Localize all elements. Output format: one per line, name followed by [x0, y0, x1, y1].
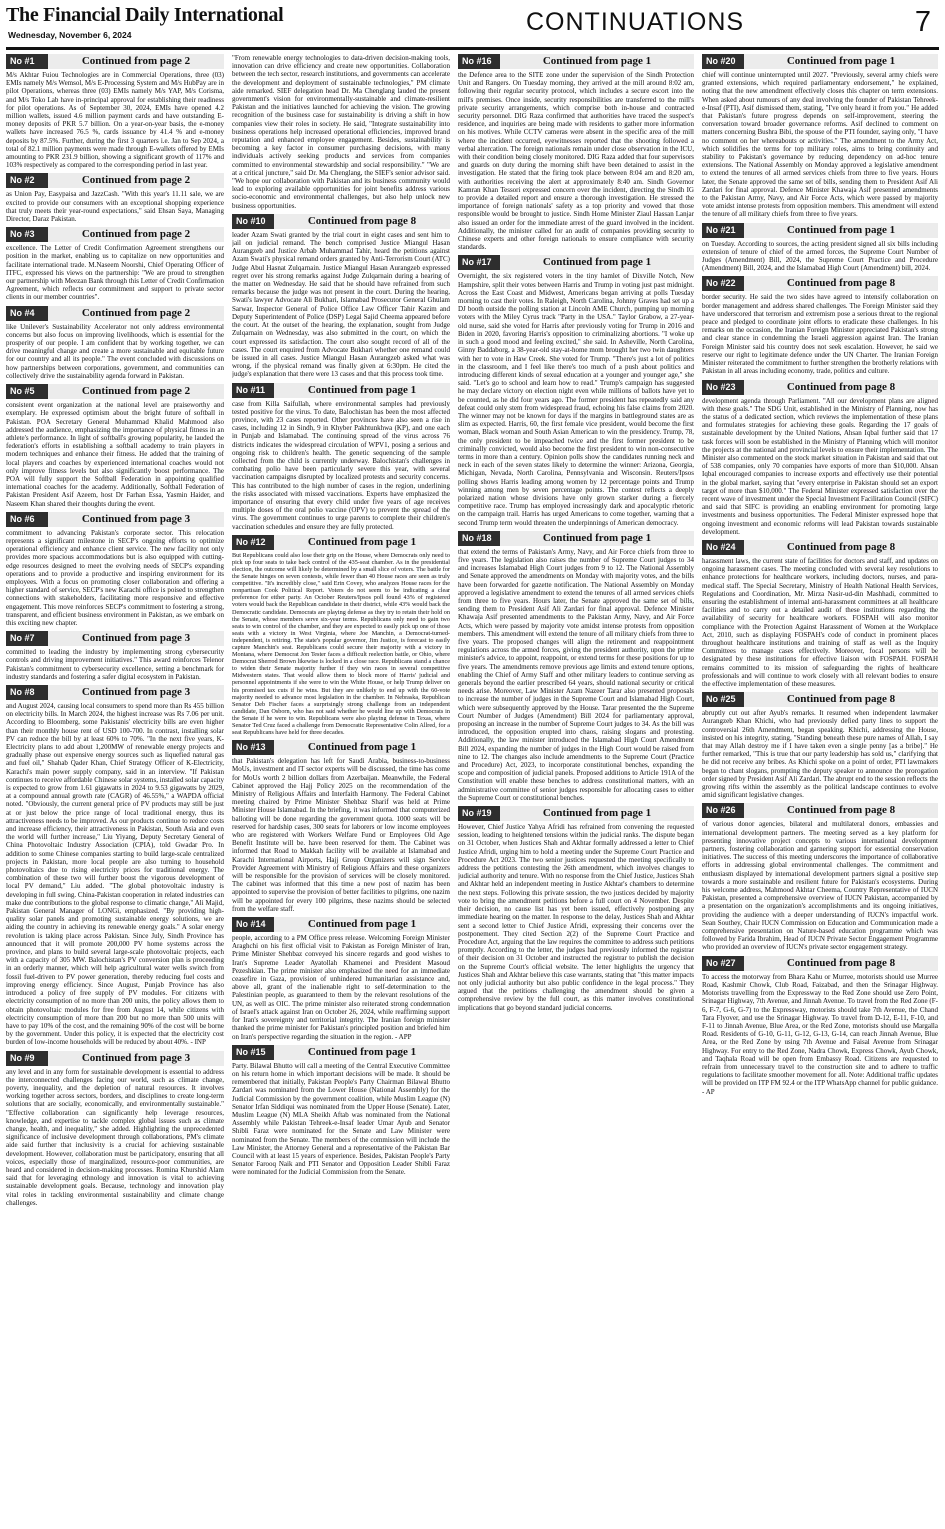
story-body: as Union Pay, Easypaisa and JazzCash. "With this year's 11.11 sale, we are excited to provide our consumers with an exceptional shopping experience that truly meets their year-round expectations," said Ehsan Saya, Managing Director, Daraz Pakistan. — [6, 190, 224, 224]
story-body: To access the motorway from Bhara Kahu or Murree, motorists should use Murree Road, Kashmir Chowk, Club Road, Faizabad, and then the Srinagar Highway. Motorists travelling from the Expressway to the Red Zone should use Zero Point, Srinagar Highway, 7th Avenue, and Jinnah Avenue. To travel from the Red Zone (F-6, F-7, G-6, G-7) to the Expressway, motorists should take 7th Avenue, the Chand Tara Flyover, and use the Srinagar Highway. To travel from D-12, E-11, F-10, and F-11 to Jinnah Avenue, Blue Area, or the Red Zone, motorists should use Margalla Road. Residents of G-10, G-11, G-12, G-13, G-14, can reach Jinnah Avenue, Blue Area, or the Red Zone by using 7th Avenue and Faisal Avenue from Srinagar Highway. For entry to the Red Zone, Nadra Chowk, Express Chowk, Ayub Chowk, and Taqhala Road will be open from Embassy Road. Citizens are requested to refrain from unnecessary travel to the construction site and to adhere to traffic regulations to facilitate smoother movement for all. Note: Additional traffic updates will be provided on ITP FM 92.4 or the ITP WhatsApp channel for public guidance. - AP — [702, 972, 938, 1096]
masthead — [6, 4, 939, 44]
continuation-story — [6, 685, 224, 1047]
story-header — [702, 540, 938, 555]
continuation-story — [6, 1051, 224, 1207]
continuation-story — [702, 803, 938, 951]
story-body: case from Killa Saifullah, where environmental samples had previously tested positive for the virus. To date, Balochistan has been the most affected province, with 23 cases reported. Other provinces have also seen a rise in cases, including 12 in Sindh, 9 in Khyber Pakhtunkhwa (KP), and one each in Punjab and Islamabad. The continuing spread of the virus across 76 districts indicates the widespread circulation of WPV1, posing a serious and ongoing risk to children's health. The genetic sequencing of the sample collected from the child is currently underway. Balochistan's challenges in combating polio have been particularly severe this year, with several vaccination campaigns disrupted by localized protests and security concerns. This has contributed to the high number of cases in the region, underlining the risks associated with missed vaccinations. Experts have emphasized the importance of ensuring that every child under five years of age receives multiple doses of the oral polio vaccine (OPV) to prevent the spread of the virus. The government continues to urge parents to complete their children's vaccination schedules and ensure they are fully protected. — [232, 399, 450, 531]
continued-from-label: Continued from page 8 — [744, 380, 938, 395]
continued-from-label: Continued from page 8 — [744, 540, 938, 555]
story-header — [6, 227, 224, 242]
continued-from-label: Continued from page 2 — [48, 306, 224, 321]
story-header — [702, 956, 938, 971]
continued-from-label: Continued from page 1 — [744, 223, 938, 238]
story-body: excellence. The Letter of Credit Confirmation Agreement strengthens our position in the market, enabling us to capitalize on new opportunities and facilitate international trade. M.Naseem Noorshi, Chief Operating Officer of ITFC, expressed his views on the partnership: "We are proud to strengthen our partnership with Meezan Bank through this Letter of Credit Confirmation Agreement, which reflects our commitment and support to private sector clients in our member countries". — [6, 244, 224, 302]
story-header — [6, 54, 224, 69]
story-header — [702, 223, 938, 238]
story-header — [458, 54, 694, 69]
story-header — [232, 917, 450, 932]
continued-from-label: Continued from page 8 — [274, 214, 450, 229]
story-number-tag: No #6 — [6, 512, 48, 527]
story-body: harassment laws, the current state of facilities for doctors and staff, and updates on ongoing harassment cases. The meeting concluded with several key resolutions to enhance protections for healthcare workers, including doctors, nurses, and para-medical staff. The Special Secretary, Ministry of Health National Health Services, Regulations and Coordination, Mr. Mirza Nasir-ud-din Mashhadi, committed to ensuring the establishment of internal anti-harassment committees at all healthcare facilities and to carry out a detailed audit of these institutions regarding the availability of security for healthcare workers. FOSPAH will also monitor compliance with the Protection Against Harassment of Women at the Workplace Act, 2010, such as displaying FOSPAH's code of conduct in prominent places throughout healthcare institutions and training of staff as well as the Inquiry Committees to manage cases effectively. Moreover, focal persons will be designated by these institutions for effective liaison with FOSPAH. FOSPAH remains committed to its mission of safeguarding the rights of healthcare professionals and will continue to work closely with all relevant bodies to ensure the effective implementation of these measures. — [702, 556, 938, 688]
story-number-tag: No #22 — [702, 276, 744, 291]
story-body: the Defence area to the SITE zone under the supervision of the Sindh Protection Unit and Rangers. On Tuesday morning, they arrived at the mill around 8:02 am, following their regular security protocol, which includes a secure escort into the mill's premises. Once inside, security responsibilities are transferred to the mill's private security arrangements, which comprise both in-house and contracted security personnel. DIG Raza confirmed that authorities have traced the suspect's residence, and inquiries are being made with residents to gather more information on his motives. While CCTV cameras were absent in the specific area of the mill where the incident occurred, eyewitnesses reported that the shooting followed a verbal altercation. The foreign nationals remain under close observation in the ICU, with their condition being closely monitored. DIG Raza added that four supervisors and guards on duty during the morning shift have been detained to assist in the investigation. He stated that the firing took place between 8:04 am and 8:20 am, with authorities receiving the alert at approximately 8:40 am. Sindh Governor Kamran Khan Tessori expressed concern over the incident, directing the Sindh IG to provide a detailed report and ensure a thorough investigation. He stressed the importance of foreign nationals' safety as a top priority and vowed that those responsible would be brought to justice. Sindh Home Minister Ziaul Hassan Lanjar also issued an order for the immediate arrest of the guard involved in the incident. Additionally, the minister called for an audit of companies providing security to Chinese experts and other foreign nationals to ensure compliance with security standards. — [458, 71, 694, 252]
story-number-tag: No #16 — [458, 54, 500, 69]
continuation-story — [458, 806, 694, 1012]
news-columns — [6, 54, 939, 1522]
story-header — [232, 535, 450, 550]
story-number-tag: No #11 — [232, 383, 274, 398]
story-number-tag: No #8 — [6, 685, 48, 700]
story-body: people, according to a PM Office press release. Welcoming Foreign Minister Araghchi on his first official visit to Pakistan as Foreign Minister of Iran, Prime Minister Shehbaz conveyed his sincere regards and good wishes to Iran's Supreme Leader Ayatollah Khamenei and President Masoud Pezeshkian. The prime minister also emphasized the need for an immediate ceasefire in Gaza, provision of unhindered humanitarian assistance and, above all, grant of the inalienable right to self-determination to the Palestinian people, as guaranteed to them by the relevant resolutions of the UN, as well as OIC. The prime minister also reiterated strong condemnation of Israel's attack against Iran on October 26, 2024, while reaffirming support for Iran's sovereignty and territorial integrity. The Iranian foreign minister thanked the prime minister for Pakistan's principled position and briefed him on Iran's perspective regarding the situation in the region. - APP — [232, 934, 450, 1041]
story-header — [6, 685, 224, 700]
continuation-story — [6, 384, 224, 508]
story-number-tag: No #19 — [458, 806, 500, 821]
continuation-story — [232, 383, 450, 531]
continuation-story — [232, 1045, 450, 1177]
continuation-story — [6, 512, 224, 627]
continued-from-label: Continued from page 1 — [274, 917, 450, 932]
page-number: 7 — [914, 6, 931, 38]
continuation-story — [6, 306, 224, 380]
continuation-story — [458, 255, 694, 526]
continued-from-label: Continued from page 8 — [744, 803, 938, 818]
continued-from-label: Continued from page 2 — [48, 54, 224, 69]
story-number-tag: No #10 — [232, 214, 274, 229]
story-number-tag: No #4 — [6, 306, 48, 321]
column-2 — [232, 54, 450, 1522]
story-header — [232, 383, 450, 398]
story-body: However, Chief Justice Yahya Afridi has refrained from convening the requested session, leading to heightened tensions within the judicial ranks. The dispute began on 31 October, when Justices Shah and Akhtar formally addressed a letter to Chief Justice Afridi, urging him to hold a meeting under the Supreme Court Practice and Procedure Act 2023. The two senior justices requested the meeting specifically to address the petitions contesting the 26th amendment, which involves changes to judicial authority and tenure. With no response from the Chief Justice, Justices Shah and Akhtar held an independent meeting in Justice Akhtar's chambers to determine the next steps. Following this private session, the two justices decided by majority vote to bring the amendment petitions before a full court on 4 November. Despite their decision, no cause list has yet been issued, effectively postponing any immediate hearing on the matter. In response to the delay, Justices Shah and Akhtar sent a second letter to Chief Justice Afridi, expressing their concerns over the postponement. They cited Section 2(2) of the Supreme Court Practice and Procedure Act, arguing that the law requires the committee to address such petitions promptly. According to the letter, the judges had previously informed the registrar of their decision on 31 October and instructed the registrar to publish the decision on the Supreme Court's official website. The letter highlights the urgency that Justices Shah and Akhtar believe this case warrants, stating that "this matter impacts not only judicial authority but also public confidence in the legal process." They argued that the petitions challenging the amendment should be given a comprehensive review by the full court, as this matter involves constitutional implications that go beyond standard judicial concerns. — [458, 823, 694, 1012]
continuation-story — [702, 692, 938, 799]
story-body: like Unilever's Sustainability Accelerator not only address environmental concerns but also focus on improving livelihoods, which is essential for the prosperity of our people. I am confident that by working together, we can drive meaningful change and create a more sustainable and equitable future for our country and all its people." The event concluded with discussions on how partnerships between corporations, government, and communities can collectively drive the sustainability agenda forward in Pakistan. — [6, 322, 224, 380]
continuation-story — [458, 54, 694, 251]
story-header — [702, 803, 938, 818]
continuation-story — [6, 227, 224, 301]
story-body: "From renewable energy technologies to data-driven decision-making tools, innovation can drive efficiency and create new opportunities. Collaboration between the tech sector, research institutions, and governments can accelerate the development and deployment of sustainable technologies," PM climate aide remarked. SIEF delegation head Dr. Ma Chenglang lauded the present government's vision for environmentally-sustainable and climate-resilient Pakistan and the initiatives launched for achieving the vision. The growing recognition of the business case for sustainability is driving a shift in how companies view their roles in society. He said, "Integrate sustainability into business operations help increased operational efficiencies, improved brand reputation and enhanced employee engagement. Besides, sustainability is becoming a key factor in consumer purchasing decisions, with many individuals actively seeking products and services from companies committed to environmental stewardship and social responsibility." "We are at a critical juncture," said Dr. Ma Chenglang, the SIEF's senior advisor said. "We hope our collaboration with Pakistan and its business community would lead to exploring available opportunities for joint benefits address various socio-economic and environmental challenges, but also help unlock new business opportunities. — [232, 54, 450, 210]
continued-from-label: Continued from page 2 — [48, 384, 224, 399]
column-3 — [458, 54, 694, 1522]
continuation-story — [232, 740, 450, 913]
newspaper-title: The Financial Daily International — [6, 4, 284, 26]
continued-from-label: Continued from page 1 — [274, 740, 450, 755]
continuation-story — [458, 531, 694, 802]
continued-from-label: Continued from page 1 — [274, 535, 450, 550]
story-header — [6, 512, 224, 527]
continued-from-label: Continued from page 3 — [48, 512, 224, 527]
story-header — [458, 255, 694, 270]
story-header — [232, 214, 450, 229]
story-header — [702, 692, 938, 707]
story-body: Party. Bilawal Bhutto will call a meeting of the Central Executive Committee on his return home in which important decisions will be made. It should be remembered that initially, Pakistan People's Party Chairman Bilawal Bhutto Zardari was nominated from the Lower House (National Assembly) for the Judicial Commission by the government coalition, while Muslim League (N) Senator Irfan Siddiqui was nominated from the Upper House (Senate). Later, Muslim League (N) MLA Sheikh Aftab was nominated from the National Assembly while Pakistan Tehreek-e-Insaf leader Umar Ayub and Senator Shibli Faraz were nominated for the Senate and Law Minister were nominated from the Senate. The members of the commission will include the Law Minister, the Attorney General and a representative of the Pakistan Bar Council with at least 15 years of experience. Besides, Pakistan People's Party Senator Farooq Naik and PTI Senator and Opposition Leader Shibli Faraz were nominated for the Judicial Commission from the Senate. — [232, 1061, 450, 1177]
story-body: commitment to advancing Pakistan's corporate sector. This relocation represents a significant milestone in SECP's ongoing efforts to optimize operational efficiency and enhance client service. The new facility not only provides more spacious accommodations but is also equipped with cutting-edge resources designed to meet the evolving needs of SECP's expanding operations and to provide a productive and inspiring environment for its employees. With a focus on promoting closer collaboration and offering a higher standard of service, SECP's new Karachi office is poised to strengthen connections with stakeholders, facilitating more responsive and effective engagement. This move reinforces SECP's commitment to fostering a strong, transparent, and efficient business environment in Pakistan, as we embark on this exciting new chapter. — [6, 528, 224, 627]
story-number-tag: No #21 — [702, 223, 744, 238]
story-header — [458, 531, 694, 546]
story-number-tag: No #18 — [458, 531, 500, 546]
story-header — [702, 54, 938, 69]
continued-from-label: Continued from page 1 — [744, 54, 938, 69]
story-header — [232, 1045, 450, 1060]
story-number-tag: No #3 — [6, 227, 48, 242]
continued-from-label: Continued from page 8 — [744, 956, 938, 971]
story-body: leader Azam Swati granted by the trial court in eight cases and sent him to jail on judicial remand. The bench comprised Justice Miangul Hasan Aurangzeb and Justice Arbab Muhammad Tahir, heard the petitions against Azam Swati's physical remand orders granted by Anti-Terrorism Court (ATC) Judge Abul Hasnat Zulqarnain. Justice Miangul Hasan Aurangzeb expressed regret over his strong remarks against Judge Zulqarnain during a hearing of the matter on Wednesday. He said that he should have refrained from such remarks because the judge was not present in the court. During the hearing, Swati's lawyer Advocate Ali Bukhari, Islamabad Prosecutor General Ghulam Sarwar, Inspector General of Police Office Law Officer Tahir Kazim and Deputy Superintendent of Police (DSP) Legal Sajid Cheema appeared before the court. At the outset of the hearing, the explanation, sought from Judge Zulqarnain on Wednesday, was also submitted in the court, on which the court expressed its satisfaction. The court also sought record of all of the cases. The court enquired from Advocate Bukhari whether one remand could be issued in all cases. Justice Miangul Hasan Aurangzeb asked what was wrong, if the physical remand was finally given at 6:30pm. He cited the judge's explanation that there were 13 cases and that this process took time. — [232, 230, 450, 379]
continued-from-label: Continued from page 1 — [274, 1045, 450, 1060]
column-4 — [702, 54, 938, 1522]
story-header — [458, 806, 694, 821]
story-header — [232, 740, 450, 755]
continuation-story — [6, 631, 224, 681]
story-header — [6, 631, 224, 646]
story-number-tag: No #12 — [232, 535, 274, 550]
continuation-story — [702, 276, 938, 375]
continued-from-label: Continued from page 3 — [48, 1051, 224, 1066]
story-header — [702, 276, 938, 291]
continuation-story — [702, 223, 938, 273]
story-number-tag: No #27 — [702, 956, 744, 971]
story-number-tag: No #25 — [702, 692, 744, 707]
story-body: abruptly cut out after Ayub's remarks. It resumed when independent lawmaker Aurangzeb Khan Khichi, who had previously defied party lines to support the controversial 26th Amendment, began speaking. Khichi, addressing the House, insisted on his integrity, stating, "Standing beneath these pure names of Allah, I say that may Allah destroy me if I have taken even a single penny [as a bribe]." He further remarked, "This is true that our party leadership has sold us," clarifying that he did not receive any bribes. As Khichi spoke on a point of order, PTI lawmakers began to chant slogans, prompting the deputy speaker to announce the prorogation order signed by President Asif Ali Zardari. The abrupt end to the session reflects the growing rifts within the assembly as the political landscape continues to evolve amid significant legislative changes. — [702, 709, 938, 800]
continued-from-label: Continued from page 1 — [500, 54, 694, 69]
story-number-tag: No #9 — [6, 1051, 48, 1066]
story-body: of various donor agencies, bilateral and multilateral donors, embassies and international development partners. The meeting served as a key platform for presenting innovative project concepts to various international development partners, fostering collaboration and garnering support for essential conservation initiatives. The success of this meeting underscores the importance of collaborative efforts in addressing global environmental challenges. The commitment and enthusiasm displayed by international development partners signal a positive step towards a more sustainable and resilient future for Pakistan's ecosystems. During his welcome address, Mahmood Akhtar Cheema, Country Representative of IUCN Pakistan, presented a comprehensive overview of IUCN Pakistan, accompanied by a presentation on the organization's accomplishments and its ongoing initiatives, providing the audience with a deeper understanding of IUCN's impactful work. Sean Southey, Chair IUCN Commission on Education and Communication made a comprehensive presentation on Nature-based education programme which was followed by Farida Ibrahim, Head of IUCN Private Sector Engagement Programme who provided an overview of IUCN's private sector engagement strategy. — [702, 820, 938, 952]
continuation-story — [232, 214, 450, 379]
continued-from-label: Continued from page 2 — [48, 227, 224, 242]
continuation-story — [702, 956, 938, 1096]
story-number-tag: No #7 — [6, 631, 48, 646]
continued-from-label: Continued from page 1 — [500, 255, 694, 270]
story-body: committed to leading the industry by implementing strong cybersecurity controls and driving improvement initiatives." This award reinforces Telenor Pakistan's commitment to cybersecurity excellence, setting a benchmark for industry standards and fostering a safer digital ecosystem in Pakistan. — [6, 648, 224, 681]
continuation-story — [232, 535, 450, 736]
continued-from-label: Continued from page 8 — [744, 692, 938, 707]
story-header — [6, 306, 224, 321]
story-body: But Republicans could also lose their grip on the House, where Democrats only need to pick up four seats to take back control of the 435-seat chamber. As in the presidential election, the outcome will likely be determined by a small slice of voters. The battle for the Senate hinges on seven contests, while fewer than 40 House races are seen as truly competitive. "It's incredibly close," said Erin Covey, who analyzes House races for the nonpartisan Cook Political Report. Voters do not seem to be indicating a clear preference for either party. An October Reuters/Ipsos poll found 43% of registered voters would back the Republican candidate in their district, while 43% would back the Democratic candidate. Democrats are playing defense as they try to retain their hold on the Senate, whose members serve six-year terms. Republicans only need to gain two seats to win control of the chamber, and they are expected to easily pick up one of those seats with a victory in West Virginia, where Joe Manchin, a Democrat-turned-independent, is retiring. The state's popular governor, Jim Justice, is forecast to easily capture Manchin's seat. Republicans could secure their majority with a victory in Montana, where Democrat Jon Tester faces a difficult reelection battle, or Ohio, where Democrat Sherrod Brown likewise is locked in a close race. Republicans stand a chance to widen their Senate majority further if they win races in several competitive Midwestern states. That would allow them to block more of Harris' judicial and personnel appointments if she were to win the White House, or help Trump deliver on his promised tax cuts if he wins. But they are unlikely to end up with the 60-vote majority needed to advance most legislation in the chamber. In Nebraska, Republican Senator Deb Fischer faces a surprisingly strong challenge from an independent candidate, Dan Osborn, who has not said whether he would line up with Democrats in the Senate if he were to win. Republicans were also playing defense in Texas, where Senator Ted Cruz faced a challenge from Democratic Representative Colin Allred, for a seat Republicans have held for three decades. — [232, 551, 450, 737]
continued-from-label: Continued from page 3 — [48, 631, 224, 646]
continued-from-label: Continued from page 2 — [48, 173, 224, 188]
story-number-tag: No #15 — [232, 1045, 274, 1060]
story-body: M/s Akhtar Fuiou Technologies are in Commercial Operations, three (03) EMIs namely M/s Wemsol, M/s E-Processing System and M/s HubPay are in pilot Operations, whereas three (03) EMIs namely M/s YAP, M/s Corisma, and M/s Toko Lab have in-principal approval for establishing their readiness for pilot operations. As of September 30, 2024, EMIs have opened 4.2 million wallets, issued 4.6 million payment cards and have outstanding E-money deposits of PKR 5.7 billion. On a year-on-year basis, the e-money wallets have increased 76.5 %, cards issuance by 41.4 % and e-money deposits by 87.5%. Further, during the first 3 quarters i.e. Jan to Sep 2024, a total of 82.1 million payments were made through E-wallets offered by EMIs amounting to PKR 231.9 billion, showing a significant growth of 117% and 103% respectively as compared to the corresponding period in last year. — [6, 71, 224, 170]
continued-from-label: Continued from page 8 — [744, 276, 938, 291]
story-number-tag: No #2 — [6, 173, 48, 188]
continuation-story — [702, 54, 938, 219]
story-header — [6, 384, 224, 399]
header-rule — [6, 47, 939, 50]
continued-from-label: Continued from page 1 — [500, 531, 694, 546]
story-body: chief will continue uninterrupted until 2027. "Previously, several army chiefs were granted extensions, which required parliamentary endorsement," he explained, noting that the new amendment effectively closes this chapter on term extensions. When asked about rumours of any deal involving the founder of Pakistan Tehreek-e-Insaf (PTI), Asif dismissed them, stating, "I've only heard it from you." He added that Pakistan's future progress depends on self-improvement, steering the conversation toward broader governance reforms. Asif declined to comment on matters concerning Bushra Bibi, the spouse of the PTI founder, saying only, "I have no comment on her whereabouts or activities." The amendment to the Army Act, which solidifies the terms for top military roles, aims to bring continuity and stability to Pakistan's governance by reducing dependency on ad-hoc tenure extensions. The National Assembly on Monday approved a legislative amendment to extend the tenures of all armed services chiefs from three to five years. Hours later, the Senate approved the same set of bills, sending them to President Asif Ali Zardari for final approval. Defence Minister Khawaja Asif presented amendments to the Pakistan Army, Navy, and Air Force Acts, which were passed by majority vote amidst intense protests from opposition members. This amendment will extend the tenure of all military chiefs from three to five years. — [702, 71, 938, 219]
story-body: and August 2024, causing local consumers to spend more than Rs 455 billion on electricity bills. In March 2024, the highest increase was Rs 7.06 per unit. According to Bloomberg, some Pakistanis' electricity bills are even higher than their monthly house rent of USD 100-700. In contrast, installing solar PV can reduce the bill by at least 60% to 70%. "In the next five years, K-Electricity plans to add about 1,200MW of renewable energy projects and gradually phase out expensive energy sources such as liquefied natural gas and fuel oil," Shahab Qader Khan, Chief Strategy Officer of K-Electricity, Karachi's main power supply company, said in an interview. "If Pakistan continues to receive affordable Chinese solar systems, installed solar capacity is expected to grow from 1.61 gigawatts in 2024 to 9.53 gigawatts by 2029, at a compound annual growth rate (CAGR) of 46.55%," a WAPDA official noted. "Obviously, the current general price of PV products may still be just at or just below the price range of local traditional energy, thus its attractiveness needs to be improved. As our products continue to reduce costs and increase efficiency, their attractiveness in Pakistan, South Asia and even the world will further increase," Liu Yiyang, Deputy Secretary General of China Photovoltaic Industry Association (CPIA), told Gwadar Pro. In addition to some Chinese companies starting to build large-scale centralized projects in Pakistan, more local people are also turning to household photovoltaics due to rising electricity prices for traditional energy. The combination of these two will further boost the vigorous development of local PV demand," Liu added. "The global photovoltaic industry is developing in full swing. China-Pakistan cooperation in related industries can make due contributions to the global response to climatic change," Ali Majid, Pakistan General Manager of LONGi, emphasized. "By providing high-quality solar panels and promoting sustainable energy solutions, we are aiding the country in achieving its renewable energy goals." A solar energy revolution is taking place across Pakistan. Since July, Sindh Province has announced that it will promote 200,000 PV home systems across the province, and plans to build several large-scale photovoltaic projects, each with a capacity of 305 MW. Balochistan's PV conversion plan is proceeding in an orderly manner, which will help agricultural water wells switch from fossil fuel-driven to PV power generation, thereby reducing fuel costs and improving energy efficiency. Since August, Punjab Province has also introduced a policy of free supply of PV modules. For citizens with electricity consumption of no more than 200 units, the policy allows them to obtain photovoltaic modules for free from August 14, while citizens with electricity consumption of more than 200 but no more than 500 units will have to pay 10% of the cost, and the remaining 90% of the cost will be borne by the government. Under this policy, it is expected that the electricity cost burden of low-income households will be reduced by about 40%. - INP — [6, 701, 224, 1047]
continued-from-label: Continued from page 1 — [500, 806, 694, 821]
story-body: development agenda through Parliament. "All our development plans are aligned with these goals." The SDG Unit, established in the Ministry of Planning, now has the status of a dedicated section, which reviews the implementation of these plans and formulates strategies for achieving these goals. Regarding the 17 goals of sustainable development by the United Nations, Ahsan Iqbal further said that 17 task forces will soon be established in the Ministry of Planning which will monitor the projects at the national and provincial levels to ensure their implementation. The Minister also commented on the stock market situation in Pakistan and said that out of 538 companies, only 70 companies have exports of more than $10,000. Ahsan Iqbal encouraged companies to increase exports and effectively use their potential in the global market, saying that "every enterprise in Pakistan should set an export target of more than $10,000." The Federal Minister expressed satisfaction over the recent wave of investment under the Special Investment Facilitation Council (SIFC) and said that SIFC is providing an enabling environment for promoting large investments and business opportunities. The Federal Minister expressed hope that ongoing investment and economic reforms will lead Pakistan towards sustainable development. — [702, 396, 938, 536]
story-body: Overnight, the six registered voters in the tiny hamlet of Dixville Notch, New Hampshire, split their votes between Harris and Trump in voting just past midnight. Across the East Coast and Midwest, Americans began arriving at polls Tuesday morning to cast their votes. In Raleigh, North Carolina, Johnny Graves had set up a DJ booth outside the polling station at Lincoln AME Church, pumping up morning voters with the Miley Cyrus track "Party in the USA." Taylor Grabow, a 27-year-old nurse, said she voted for Harris after previously voting for Trump in 2016 and Biden in 2020, favoring Harris's opposition to criminalizing abortions. "I woke up in such a good mood and feeling excited," she said. In Asheville, North Carolina, Ginny Baddaborg, a 38-year-old stay-at-home mom brought her two twin daughters with her to vote in Haw Creek. She voted for Trump. "There's just a lot of politics in the classroom, and I feel like there's too much of a push about politics and introducing different kinds of sexual education at a younger and younger age," she said. "Let's go to school and learn how to read." Trump's campaign has suggested he may declare victory on election night even while millions of ballots have yet to be counted, as he did four years ago. The former president has repeatedly said any defeat could only stem from widespread fraud, echoing his false claims from 2020. The winner may not be known for days if the margins in battleground states are as slim as expected. Harris, 60, the first female vice president, would become the first woman, Black woman and South Asian American to win the presidency. Trump, 78, the only president to be impeached twice and the first former president to be criminally convicted, would also become the first president to win non-consecutive terms in more than a century. Opinion polls show the candidates running neck and neck in each of the seven states likely to determine the winner: Arizona, Georgia, Michigan, Nevada, North Carolina, Pennsylvania and Wisconsin. Reuters/Ipsos polling shows Harris leading among women by 12 percentage points and Trump winning among men by seven percentage points. The contest reflects a deeply polarized nation whose divisions have only grown starker during a fiercely competitive race. Trump has employed increasingly dark and apocalyptic rhetoric on the campaign trail. Harris has urged Americans to come together, warning that a second Trump term would threaten the underpinnings of American democracy. — [458, 272, 694, 527]
publication-date: Wednesday, November 6, 2024 — [8, 30, 132, 40]
story-number-tag: No #1 — [6, 54, 48, 69]
story-header — [6, 1051, 224, 1066]
story-number-tag: No #20 — [702, 54, 744, 69]
story-number-tag: No #17 — [458, 255, 500, 270]
story-number-tag: No #14 — [232, 917, 274, 932]
continued-from-label: Continued from page 3 — [48, 685, 224, 700]
continuation-story — [232, 54, 450, 210]
story-body: consistent event organization at the national level are praiseworthy and exemplary. He expressed optimism about the bright future of softball in Pakistan. POA Secretary General Muhammad Khalid Mahmood also addressed the audience, emphasizing the importance of physical fitness in an athlete's performance. In light of softball's growing popularity, he lauded the federation's efforts in establishing a softball academy to train players in modern techniques and enhance their fitness. He added that the training of local players and coaches by experienced international coaches would not only improve fitness levels but also significantly boost performance. The POA will fully support the Softball Federation in appointing qualified international coaches for the academy. Additionally, Softball Federation of Pakistan President Asif Azeem, host Dr Farhan Essa, Yasmin Haider, and Naseem Khan shared their thoughts during the event. — [6, 401, 224, 508]
story-number-tag: No #26 — [702, 803, 744, 818]
story-body: on Tuesday. According to sources, the acting president signed all six bills including extension of tenure of chief of the armed forces, the Supreme Court Number of Judges (Amendment) Bill, 2024, the Supreme Court Practice and Procedure (Amendment) Bill, 2024, and the Islamabad High Court (Amendment) bill, 2024. — [702, 239, 938, 273]
story-header — [702, 380, 938, 395]
continuation-story — [6, 54, 224, 169]
story-number-tag: No #13 — [232, 740, 274, 755]
story-body: any level and in any form for sustainable development is essential to address the interconnected challenges facing our world, such as climate change, poverty, inequality, and the depletion of natural resources. It involves working together across sectors, borders, and disciplines to create long-term solutions that are socially, economically, and environmentally sustainable." "Effective collaboration can significantly help leverage resources, knowledge, and expertise to tackle complex global issues such as climate change, health, and inequality," she added. Highlighting the unprecedented significance of inclusive development through collaborations, PM's climate aide said further that inclusivity is a crucial for achieving sustainable development. However, collaboration must be participatory, ensuring that all voices, especially those of marginalized, resource-poor communities, are heard and considered in decision-making processes. Romina Khurshid Alam said that for leveraging ethnology and innovation is vital to achieving sustainable development goals. Because, technology and innovation play vital roles in tackling environmental sustainability and climate change challenges. — [6, 1067, 224, 1207]
story-body: that extend the terms of Pakistan's Army, Navy, and Air Force chiefs from three to five years. The legislation also raises the number of Supreme Court judges to 34 and increases Islamabad High Court judges from 9 to 12. The National Assembly and Senate approved the amendments on Monday with majority votes, and the bills have been forwarded for gazette notification. The National Assembly on Monday approved a legislative amendment to extend the tenures of all armed services chiefs from three to five years. Hours later, the Senate approved the same set of bills, sending them to President Asif Ali Zardari for final approval. Defence Minister Khawaja Asif presented amendments to the Pakistan Army, Navy, and Air Force Acts, which were passed by majority vote amidst intense protests from opposition members. This amendment will extend the tenure of all military chiefs from three to five years. The proposed changes will align the retirement and reappointment regulations across the armed forces, giving the president authority, upon the prime minister's advice, to appoint, reappoint, or extend terms for these positions for up to five years. The amendments remove previous age limits and extend tenure options, enabling the Chief of Army Staff and other military leaders to continue serving as generals beyond the earlier prescribed 64 years, should national security or critical needs arise. Moreover, Law Minister Azam Nazeer Tarar also presented proposals to increase the number of judges in the Supreme Court and Islamabad High Court, which were subsequently approved by the House. Tarar presented the the Supreme Court Number of Judges (Amendment) Bill 2024 for parliamentary approval, proposing an increase in the number of Supreme Court judges to 34. As the bill was introduced, the opposition erupted into chaos, raising slogans and protesting. Additionally, the law minister introduced the Islamabad High Court Amendment Bill 2024, expanding the number of judges in the High Court would be raised from nine to 12. The changes also include amendments to the Supreme Court (Practice and Procedure) Act, 2023, to incorporate constitutional benches, expanding the scope and composition of judicial panels. Proposed additions to Article 191A of the Constitution will enable these benches to address constitutional matters, with an administrative committee of senior judges responsible for allocating cases to either the Supreme Court or constitutional benches. — [458, 547, 694, 802]
story-header — [6, 173, 224, 188]
continuation-story — [702, 540, 938, 688]
story-number-tag: No #23 — [702, 380, 744, 395]
column-1 — [6, 54, 224, 1522]
story-body: border security. He said the two sides have agreed to intensify collaboration on border management and address shared challenges. The Foreign Minister said they have underscored that terrorism and extremism pose a serious threat to the regional peace and pledged to coordinate joint efforts to eradicate these challenges. In his remarks on the occasion, the Iranian Foreign Minister appreciated Pakistan's strong and clear stance in condemning the Israeli aggression against Iran. The Iranian Foreign Minister said his country does not seek escalation. However, he said we reserve our right to legitimate defence under the UN Charter. The Iranian Foreign Minister reiterated the commitment to further strengthen the brotherly relations with Pakistan in all areas including economy, trade, politics and culture. — [702, 293, 938, 376]
continuation-story — [6, 173, 224, 223]
continuation-story — [702, 380, 938, 536]
section-title: CONTINUATIONS — [526, 8, 745, 36]
story-body: that Pakistan's delegation has left for Saudi Arabia, business-to-business MoUs, investment and IT sector experts will be discussed, the time has come for MoUs worth 2 billion dollars from Azerbaijan. Meanwhile, the Federal Cabinet approved the Hajj Policy 2025 on the recommendation of the Ministry of Religious Affairs and Interfaith Harmony. The Federal Cabinet meeting chaired by Prime Minister Shehbaz Sharif was held at Prime Minister House Islamabad. In the briefing, it was informed that computerized balloting will be done regarding the government quota. 1000 seats will be reserved for hardship cases, 300 seats for laborers or low income employees who are registered with Workers Welfare Fund or Employees Old Age Benefit Institute will be. have been reserved for them. The Cabinet was informed that Road to Makkah facility will be available at Islamabad and Karachi International Airports, Hajj Group Organizers will sign Service Provider Agreement with Ministry of Religious Affairs and these organizers will be responsible for the provision of services will be closely monitored. The cabinet was informed that this time a new post of nazim has been appointed to supervise the provision of better facilities to pilgrims, one nazim will be appointed for every 100 pilgrims, these nazims should be selected from the welfare staff. — [232, 757, 450, 913]
continuation-story — [232, 917, 450, 1041]
story-number-tag: No #24 — [702, 540, 744, 555]
continued-from-label: Continued from page 1 — [274, 383, 450, 398]
story-number-tag: No #5 — [6, 384, 48, 399]
